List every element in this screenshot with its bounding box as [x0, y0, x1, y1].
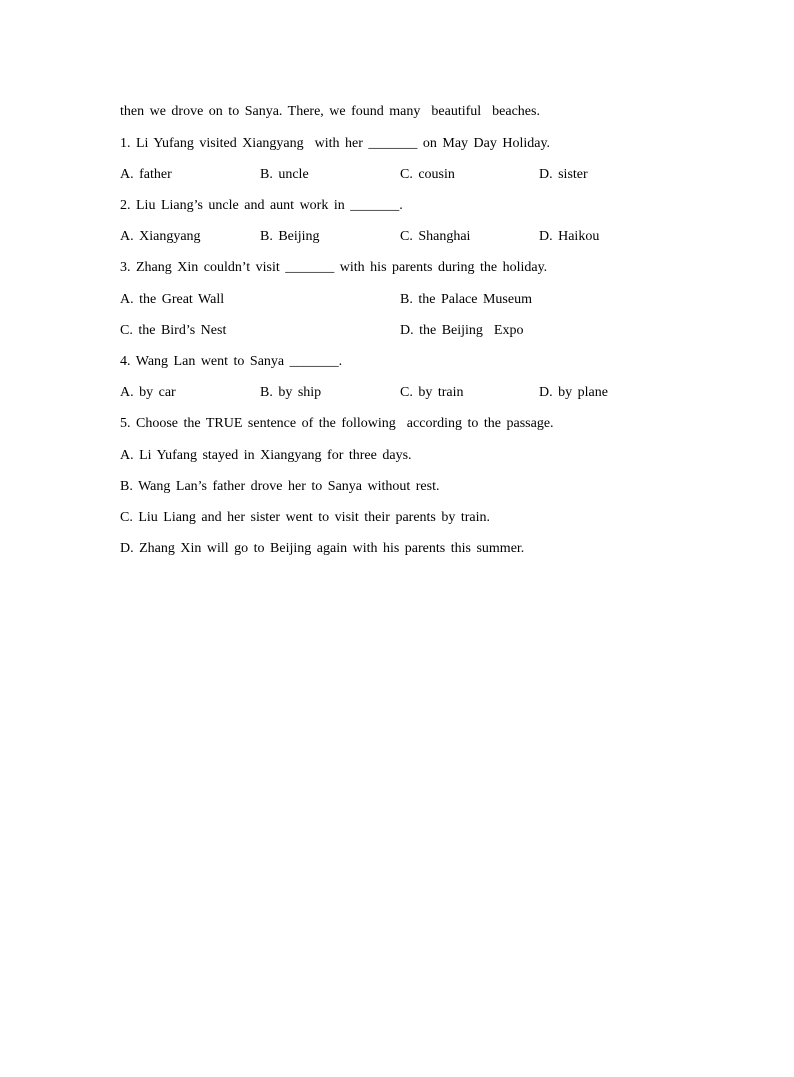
question-3-option-c: C. the Bird’s Nest — [120, 323, 227, 338]
question-3-stem: 3. Zhang Xin couldn’t visit _______ with his parents during the holiday. — [120, 260, 548, 275]
question-4-option-a: A. by car — [120, 385, 176, 400]
question-1-option-c: C. cousin — [400, 167, 455, 182]
question-3-option-a: A. the Great Wall — [120, 292, 225, 307]
question-4-option-c: C. by train — [400, 385, 464, 400]
question-5-stem: 5. Choose the TRUE sentence of the following according to the passage. — [120, 416, 554, 431]
question-5-option-c: C. Liu Liang and her sister went to visit their parents by train. — [120, 510, 491, 525]
passage-tail: then we drove on to Sanya. There, we found many beautiful beaches. — [120, 104, 540, 119]
question-3-option-b: B. the Palace Museum — [400, 292, 532, 307]
question-2-option-a: A. Xiangyang — [120, 229, 201, 244]
question-2-option-d: D. Haikou — [539, 229, 600, 244]
question-5-option-d: D. Zhang Xin will go to Beijing again with his parents this summer. — [120, 541, 525, 556]
question-4-option-b: B. by ship — [260, 385, 322, 400]
question-1-option-a: A. father — [120, 167, 172, 182]
question-2-option-c: C. Shanghai — [400, 229, 471, 244]
question-5-option-b: B. Wang Lan’s father drove her to Sanya without rest. — [120, 479, 440, 494]
question-5-option-a: A. Li Yufang stayed in Xiangyang for three days. — [120, 448, 412, 463]
question-2-option-b: B. Beijing — [260, 229, 320, 244]
question-1-stem: 1. Li Yufang visited Xiangyang with her _______ on May Day Holiday. — [120, 136, 551, 151]
question-2-stem: 2. Liu Liang’s uncle and aunt work in _______. — [120, 198, 403, 213]
question-1-option-d: D. sister — [539, 167, 588, 182]
question-4-stem: 4. Wang Lan went to Sanya _______. — [120, 354, 343, 369]
question-1-option-b: B. uncle — [260, 167, 309, 182]
question-3-option-d: D. the Beijing Expo — [400, 323, 524, 338]
question-4-option-d: D. by plane — [539, 385, 608, 400]
